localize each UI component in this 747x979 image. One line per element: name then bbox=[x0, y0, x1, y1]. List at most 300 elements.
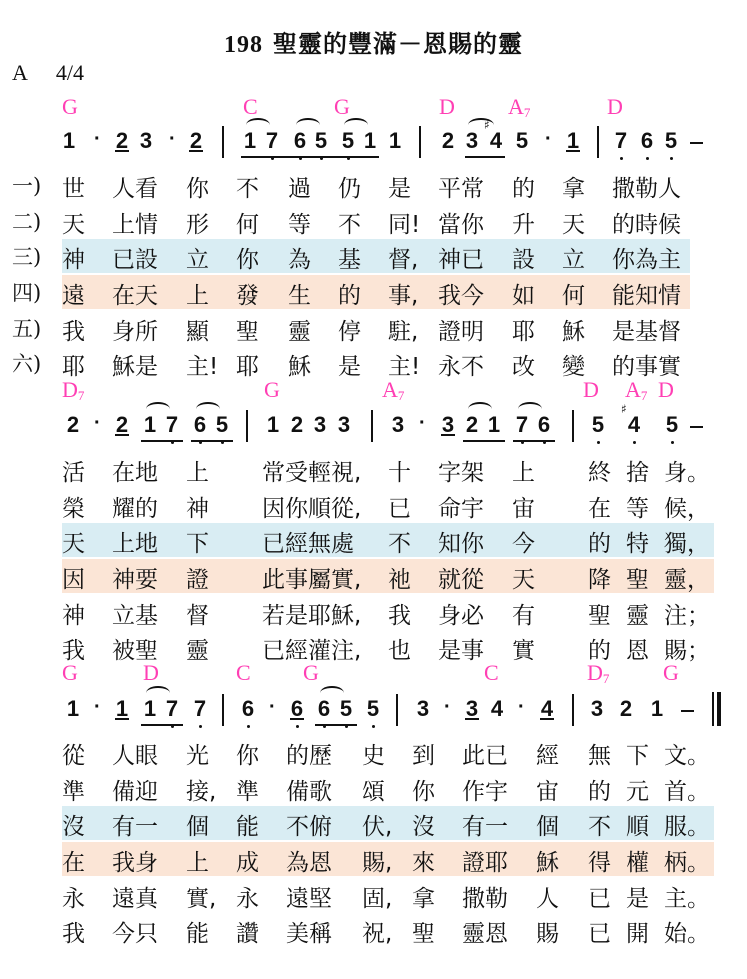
lyric-segment: 的事實 bbox=[612, 354, 681, 380]
note: 1 bbox=[388, 128, 402, 153]
lyric-segment: 是事 bbox=[438, 638, 484, 664]
duration-dot: · bbox=[94, 128, 101, 150]
lyric-segment: 在地 bbox=[112, 460, 158, 486]
lyric-segment: 事, bbox=[388, 283, 419, 309]
text: 7 bbox=[77, 388, 85, 403]
lyric-segment: 恩 bbox=[626, 638, 649, 664]
note: 2 bbox=[115, 412, 129, 437]
bar-line bbox=[572, 694, 574, 726]
lyric-segment: 不 bbox=[338, 212, 361, 238]
note: 2 bbox=[115, 128, 129, 153]
note: 3 bbox=[441, 412, 455, 437]
note: 7 bbox=[265, 128, 279, 153]
lyric-segment: 穌是 bbox=[112, 354, 158, 380]
duration-dot: · bbox=[419, 412, 426, 434]
duration-dot: · bbox=[169, 128, 176, 150]
lyric-segment: 上 bbox=[186, 460, 209, 486]
bar-line bbox=[396, 694, 398, 726]
note: 5 bbox=[314, 128, 328, 153]
lyric-segment: 當你 bbox=[438, 212, 484, 238]
lyric-segment: 若是耶穌, bbox=[262, 603, 362, 629]
lyric-segment: 不 bbox=[588, 814, 611, 840]
lyric-segment: 此事屬實, bbox=[262, 567, 362, 593]
chord bbox=[658, 377, 674, 404]
note: 1 bbox=[62, 128, 76, 153]
lyric-segment: 是 bbox=[338, 354, 361, 380]
lyric-line-verse-2 bbox=[0, 488, 747, 524]
lyric-segment: 神 bbox=[62, 247, 85, 273]
chord bbox=[62, 660, 78, 687]
chord bbox=[607, 94, 623, 121]
lyric-segment: 實, bbox=[186, 886, 217, 912]
lyric-segment: 神要 bbox=[112, 567, 158, 593]
lyric-segment: 順 bbox=[626, 814, 649, 840]
lyric-segment: 史 bbox=[362, 743, 385, 769]
chord bbox=[236, 660, 251, 687]
lyric-segment: 上情 bbox=[112, 212, 158, 238]
lyric-segment: 捨 bbox=[626, 460, 649, 486]
beam-underline bbox=[141, 724, 183, 726]
lyric-segment: 文。 bbox=[664, 743, 710, 769]
lyric-segment: 固, bbox=[362, 886, 393, 912]
note: 4 bbox=[540, 696, 554, 721]
lyric-segment: 仍 bbox=[338, 176, 361, 202]
lyric-segment: 如 bbox=[512, 283, 535, 309]
lyric-segment: 靈 bbox=[288, 319, 311, 345]
beam-underline bbox=[465, 156, 505, 158]
chord bbox=[439, 94, 455, 121]
lyric-segment: 賜 bbox=[536, 921, 559, 947]
lyric-segment: 上 bbox=[186, 283, 209, 309]
note: 1 bbox=[566, 128, 580, 153]
note: 3 bbox=[416, 696, 430, 721]
lyric-segment: 聖 bbox=[626, 567, 649, 593]
lyric-segment: 主! bbox=[186, 354, 219, 380]
lyric-segment: 十 bbox=[388, 460, 411, 486]
lyric-segment: 不 bbox=[236, 176, 259, 202]
verse-label: 四) bbox=[12, 281, 42, 305]
note: 2 bbox=[441, 128, 455, 153]
lyric-segment: 不俯 bbox=[286, 814, 332, 840]
lyric-segment: 為 bbox=[288, 247, 311, 273]
lyric-segment: 因你順從, bbox=[262, 496, 362, 522]
lyric-segment: 變 bbox=[562, 354, 585, 380]
lyric-line-verse-1 bbox=[0, 168, 747, 204]
lyric-segment: 平常 bbox=[438, 176, 484, 202]
key-signature: A bbox=[12, 60, 28, 85]
lyric-segment: 形 bbox=[186, 212, 209, 238]
lyric-segment: 備歌 bbox=[286, 779, 332, 805]
lyric-segment: 光 bbox=[186, 743, 209, 769]
lyric-segment: 人看 bbox=[112, 176, 158, 202]
note: 6 bbox=[640, 128, 654, 153]
lyric-segment: 我 bbox=[62, 638, 85, 664]
lyric-segment: 神 bbox=[62, 603, 85, 629]
lyric-segment: 從 bbox=[62, 743, 85, 769]
hymn-title-text: 聖靈的豐滿－恩賜的靈 bbox=[273, 32, 523, 58]
lyric-segment: 同! bbox=[388, 212, 421, 238]
lyric-segment: 是基督 bbox=[612, 319, 681, 345]
lyric-segment: 證明 bbox=[438, 319, 484, 345]
lyric-segment: 耶 bbox=[512, 319, 535, 345]
text: G bbox=[62, 94, 78, 119]
note: 7 bbox=[614, 128, 628, 153]
lyric-segment: 你 bbox=[186, 176, 209, 202]
lyric-segment: 神已 bbox=[438, 247, 484, 273]
lyric-segment: 實 bbox=[512, 638, 535, 664]
lyric-segment: 在 bbox=[62, 850, 85, 876]
lyric-segment: 的 bbox=[588, 779, 611, 805]
lyric-segment: 開 bbox=[626, 921, 649, 947]
chord bbox=[303, 660, 319, 687]
lyric-segment: 天 bbox=[562, 212, 585, 238]
lyric-segment: 已 bbox=[588, 886, 611, 912]
lyric-segment: 等 bbox=[626, 496, 649, 522]
lyric-segment: 已經灌注, bbox=[262, 638, 362, 664]
sharp-icon: ♯ bbox=[484, 118, 490, 132]
note: 1 bbox=[487, 412, 501, 437]
lyric-segment: 等 bbox=[288, 212, 311, 238]
hymn-title bbox=[0, 24, 747, 59]
lyric-line-verse-5 bbox=[0, 311, 747, 347]
lyric-segment: 身必 bbox=[438, 603, 484, 629]
lyric-segment: 賜, bbox=[362, 850, 393, 876]
note: 2 bbox=[66, 412, 80, 437]
note: 3 bbox=[465, 696, 479, 721]
lyric-segment: 無 bbox=[588, 743, 611, 769]
lyric-segment: 個 bbox=[536, 814, 559, 840]
text: C bbox=[484, 660, 499, 685]
lyric-segment: 遠真 bbox=[112, 886, 158, 912]
lyric-segment: 證耶 bbox=[462, 850, 508, 876]
note: 6 bbox=[241, 696, 255, 721]
lyric-segment: 被聖 bbox=[112, 638, 158, 664]
text: A bbox=[508, 94, 524, 119]
lyric-segment: 天 bbox=[512, 567, 535, 593]
lyric-segment: 賜； bbox=[664, 638, 710, 664]
beam-underline bbox=[241, 156, 379, 158]
lyric-segment: 到 bbox=[412, 743, 435, 769]
lyric-segment: 權 bbox=[626, 850, 649, 876]
duration-dot: · bbox=[545, 128, 552, 150]
note: 1 bbox=[66, 696, 80, 721]
verse-label: 二) bbox=[12, 210, 42, 234]
lyric-segment: 降 bbox=[588, 567, 611, 593]
lyric-segment: 知你 bbox=[438, 531, 484, 557]
text: 7 bbox=[523, 105, 531, 120]
lyric-segment: 我 bbox=[62, 921, 85, 947]
chord bbox=[334, 94, 350, 121]
lyric-segment: 拿 bbox=[412, 886, 435, 912]
lyric-segment: 有 bbox=[512, 603, 535, 629]
chord bbox=[382, 377, 404, 404]
text: D bbox=[583, 377, 599, 402]
beam-underline bbox=[141, 440, 183, 442]
lyric-segment: 的 bbox=[338, 283, 361, 309]
lyric-segment: 成 bbox=[236, 850, 259, 876]
note: 7 bbox=[165, 412, 179, 437]
lyric-segment: 聖 bbox=[588, 603, 611, 629]
note: 3 bbox=[313, 412, 327, 437]
note: 6 bbox=[193, 412, 207, 437]
lyric-segment: 永 bbox=[236, 886, 259, 912]
chord bbox=[508, 94, 530, 121]
lyric-segment: 靈 bbox=[186, 638, 209, 664]
lyric-line-verse-3 bbox=[0, 523, 747, 559]
lyric-segment: 就從 bbox=[438, 567, 484, 593]
lyric-segment: 聖 bbox=[236, 319, 259, 345]
lyric-segment: 遠堅 bbox=[286, 886, 332, 912]
lyric-segment: 主! bbox=[388, 354, 421, 380]
chord bbox=[625, 377, 647, 404]
beam-underline bbox=[513, 440, 555, 442]
lyric-segment: 命宇 bbox=[438, 496, 484, 522]
key-time-signature bbox=[12, 60, 112, 86]
lyric-segment: 升 bbox=[512, 212, 535, 238]
lyric-segment: 穌 bbox=[536, 850, 559, 876]
lyric-segment: 終 bbox=[588, 460, 611, 486]
lyric-segment: 活 bbox=[62, 460, 85, 486]
note: 2 bbox=[290, 412, 304, 437]
chord bbox=[587, 660, 609, 687]
lyric-segment: 獨， bbox=[664, 531, 710, 557]
duration-dot: · bbox=[94, 696, 101, 718]
lyric-segment: 何 bbox=[562, 283, 585, 309]
beam-underline bbox=[315, 724, 357, 726]
lyric-segment: 祝, bbox=[362, 921, 393, 947]
lyric-segment: 伏, bbox=[362, 814, 393, 840]
lyric-segment: 耀的 bbox=[112, 496, 158, 522]
sharp-icon: ♯ bbox=[621, 402, 627, 416]
text: G bbox=[663, 660, 679, 685]
beam-underline bbox=[463, 440, 505, 442]
note: 7 bbox=[515, 412, 529, 437]
lyric-segment: 遠 bbox=[62, 283, 85, 309]
lyric-segment: 穌 bbox=[288, 354, 311, 380]
lyric-segment: 身所 bbox=[112, 319, 158, 345]
note: 6 bbox=[290, 696, 304, 721]
lyric-segment: 耶 bbox=[236, 354, 259, 380]
text: 7 bbox=[602, 671, 610, 686]
lyric-segment: 在天 bbox=[112, 283, 158, 309]
note: 6 bbox=[537, 412, 551, 437]
bar-line bbox=[246, 410, 248, 442]
lyric-segment: 人眼 bbox=[112, 743, 158, 769]
verse-label: 五) bbox=[12, 317, 42, 341]
note: 5 bbox=[591, 412, 605, 437]
note: 3 bbox=[139, 128, 153, 153]
note: 1 bbox=[650, 696, 664, 721]
lyric-segment: 下 bbox=[186, 531, 209, 557]
lyric-segment: 我 bbox=[62, 319, 85, 345]
lyric-segment: 來 bbox=[412, 850, 435, 876]
text: G bbox=[264, 377, 280, 402]
hymn-number: 198 bbox=[224, 32, 263, 58]
text: G bbox=[303, 660, 319, 685]
lyric-segment: 祂 bbox=[388, 567, 411, 593]
lyric-line-verse-6 bbox=[0, 913, 747, 949]
lyric-segment: 你 bbox=[412, 779, 435, 805]
lyric-segment: 你 bbox=[236, 247, 259, 273]
lyric-segment: 沒 bbox=[412, 814, 435, 840]
lyric-segment: 特 bbox=[626, 531, 649, 557]
lyric-segment: 此已 bbox=[462, 743, 508, 769]
lyric-line-verse-1 bbox=[0, 452, 747, 488]
lyric-segment: 過 bbox=[288, 176, 311, 202]
note: 5 bbox=[664, 128, 678, 153]
note: 5 bbox=[515, 128, 529, 153]
lyric-segment: 的 bbox=[588, 638, 611, 664]
lyric-segment: 永 bbox=[62, 886, 85, 912]
extension-dash bbox=[681, 710, 694, 712]
lyric-segment: 耶 bbox=[62, 354, 85, 380]
lyric-segment: 顯 bbox=[186, 319, 209, 345]
lyric-segment: 的 bbox=[588, 531, 611, 557]
text: 7 bbox=[397, 388, 405, 403]
lyric-line-verse-4 bbox=[0, 275, 747, 311]
lyric-segment: 準 bbox=[62, 779, 85, 805]
text: D bbox=[587, 660, 603, 685]
lyric-segment: 候， bbox=[664, 496, 710, 522]
lyric-segment: 美稱 bbox=[286, 921, 332, 947]
text: A bbox=[625, 377, 641, 402]
lyric-segment: 停 bbox=[338, 319, 361, 345]
lyric-segment: 服。 bbox=[664, 814, 710, 840]
lyric-segment: 個 bbox=[186, 814, 209, 840]
lyric-segment: 是 bbox=[626, 886, 649, 912]
bar-line bbox=[572, 410, 574, 442]
extension-dash bbox=[690, 426, 703, 428]
lyric-segment: 沒 bbox=[62, 814, 85, 840]
system-1-notation bbox=[0, 118, 747, 164]
lyric-segment: 立 bbox=[562, 247, 585, 273]
lyric-segment: 靈 bbox=[626, 603, 649, 629]
lyric-segment: 我身 bbox=[112, 850, 158, 876]
note: 6 bbox=[317, 696, 331, 721]
lyric-segment: 撒勒 bbox=[462, 886, 508, 912]
lyric-segment: 為恩 bbox=[286, 850, 332, 876]
note: 2 bbox=[189, 128, 203, 153]
lyric-segment: 宙 bbox=[512, 496, 535, 522]
lyric-line-verse-3 bbox=[0, 239, 747, 275]
lyric-segment: 元 bbox=[626, 779, 649, 805]
lyric-segment: 作宇 bbox=[462, 779, 508, 805]
lyric-segment: 得 bbox=[588, 850, 611, 876]
chord bbox=[62, 94, 78, 121]
lyric-segment: 已經無處 bbox=[262, 531, 354, 557]
lyric-segment: 督, bbox=[388, 247, 419, 273]
lyric-line-verse-1 bbox=[0, 735, 747, 771]
duration-dot: · bbox=[444, 696, 451, 718]
lyric-segment: 宙 bbox=[536, 779, 559, 805]
note: 5 bbox=[341, 128, 355, 153]
lyric-segment: 頌 bbox=[362, 779, 385, 805]
lyric-segment: 基 bbox=[338, 247, 361, 273]
system-2-notation bbox=[0, 402, 747, 448]
duration-dot: · bbox=[94, 412, 101, 434]
lyric-segment: 有一 bbox=[112, 814, 158, 840]
lyric-segment: 能 bbox=[236, 814, 259, 840]
lyric-segment: 督 bbox=[186, 603, 209, 629]
verse-label: 六) bbox=[12, 352, 42, 376]
duration-dot: · bbox=[518, 696, 525, 718]
chord bbox=[62, 377, 84, 404]
note: 5 bbox=[215, 412, 229, 437]
lyric-segment: 世 bbox=[62, 176, 85, 202]
bar-line bbox=[419, 126, 421, 158]
lyric-segment: 設 bbox=[512, 247, 535, 273]
time-signature: 4/4 bbox=[55, 60, 85, 85]
text: D bbox=[62, 377, 78, 402]
lyric-segment: 拿 bbox=[562, 176, 585, 202]
lyric-line-verse-2 bbox=[0, 204, 747, 240]
text: C bbox=[236, 660, 251, 685]
note: 1 bbox=[243, 128, 257, 153]
lyric-segment: 天 bbox=[62, 531, 85, 557]
lyric-segment: 上 bbox=[186, 850, 209, 876]
lyric-segment: 已 bbox=[588, 921, 611, 947]
text: D bbox=[143, 660, 159, 685]
note: 5 bbox=[366, 696, 380, 721]
lyric-segment: 你 bbox=[236, 743, 259, 769]
text: 7 bbox=[640, 388, 648, 403]
lyric-segment: 首。 bbox=[664, 779, 710, 805]
lyric-line-verse-4 bbox=[0, 559, 747, 595]
lyric-segment: 的歷 bbox=[286, 743, 332, 769]
note: 3 bbox=[391, 412, 405, 437]
lyric-segment: 準 bbox=[236, 779, 259, 805]
note: 1 bbox=[143, 696, 157, 721]
lyric-line-verse-5 bbox=[0, 878, 747, 914]
text: A bbox=[382, 377, 398, 402]
note: 2 bbox=[619, 696, 633, 721]
lyric-segment: 穌 bbox=[562, 319, 585, 345]
lyric-segment: 接, bbox=[186, 779, 217, 805]
lyric-segment: 在 bbox=[588, 496, 611, 522]
lyric-segment: 證 bbox=[186, 567, 209, 593]
note: 1 bbox=[266, 412, 280, 437]
lyric-segment: 有一 bbox=[462, 814, 508, 840]
text: D bbox=[658, 377, 674, 402]
bar-line bbox=[222, 694, 224, 726]
note: 4 bbox=[490, 696, 504, 721]
lyric-segment: 也 bbox=[388, 638, 411, 664]
lyric-segment: 主。 bbox=[664, 886, 710, 912]
chord bbox=[264, 377, 280, 404]
lyric-segment: 經 bbox=[536, 743, 559, 769]
lyric-segment: 下 bbox=[626, 743, 649, 769]
lyric-segment: 神 bbox=[186, 496, 209, 522]
duration-dot: · bbox=[269, 696, 276, 718]
lyric-segment: 的時候 bbox=[612, 212, 681, 238]
lyric-segment: 柄。 bbox=[664, 850, 710, 876]
lyric-segment: 常受輕視, bbox=[262, 460, 362, 486]
chord bbox=[243, 94, 258, 121]
lyric-segment: 已 bbox=[388, 496, 411, 522]
lyric-segment: 發 bbox=[236, 283, 259, 309]
extension-dash bbox=[690, 142, 703, 144]
lyric-segment: 是 bbox=[388, 176, 411, 202]
lyric-segment: 上 bbox=[512, 460, 535, 486]
note: 7 bbox=[165, 696, 179, 721]
lyric-segment: 我 bbox=[388, 603, 411, 629]
lyric-segment: 字架 bbox=[438, 460, 484, 486]
lyric-segment: 的 bbox=[512, 176, 535, 202]
lyric-segment: 聖 bbox=[412, 921, 435, 947]
lyric-line-verse-6 bbox=[0, 630, 747, 666]
chord bbox=[484, 660, 499, 687]
lyric-line-verse-2 bbox=[0, 771, 747, 807]
